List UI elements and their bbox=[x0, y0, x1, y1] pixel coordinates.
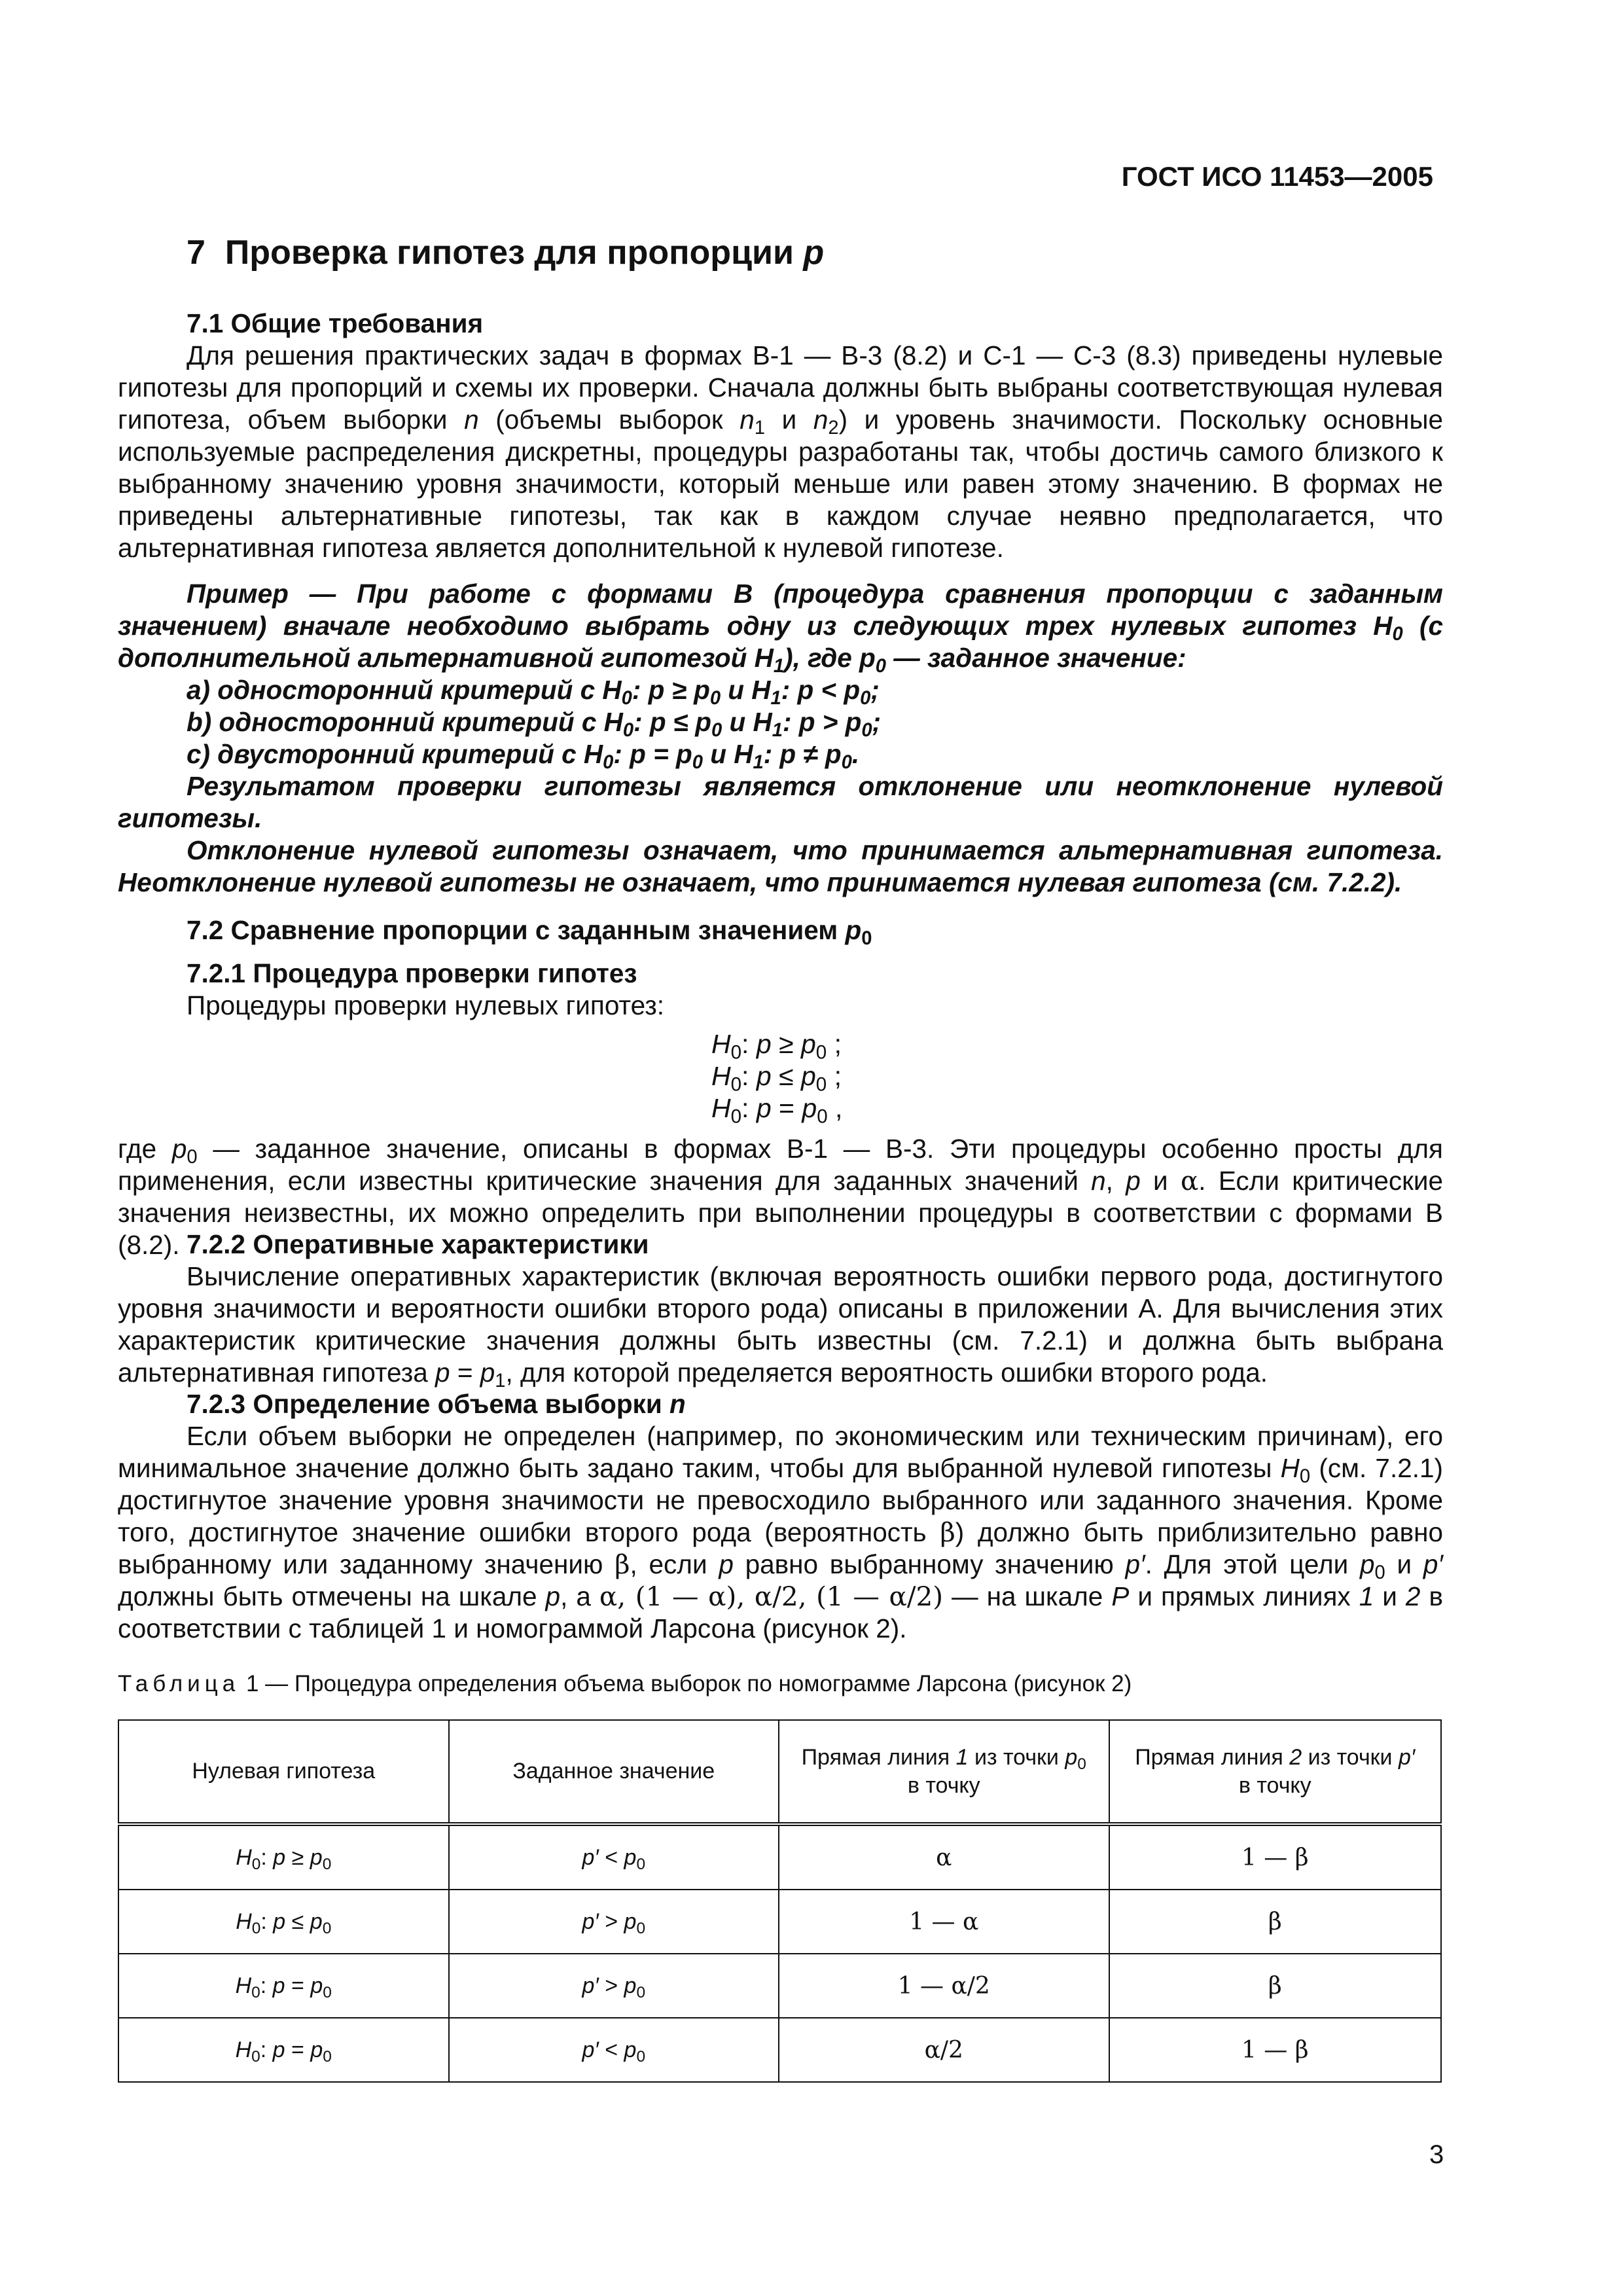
header-line-2: Прямая линия 2 из точки p′ в точку bbox=[1109, 1720, 1442, 1824]
cell-given: $p' < p_0$ bbox=[449, 2018, 779, 2082]
subsection-7-2-3-paragraph: Если объем выборки не определен (например, по экономическим или техническим причинам), его минимальное значение должно быть задано таким, чтобы для выбранной нулевой гипотезы $H_0$ (см. 7.2.1) достигнутое значение уровня значимости не превосходило выбранного или заданного значения. Кроме того, достигнутое значение ошибки второго рода (вероятность β) должно быть приблизительно равно выбранному или заданному значению β, если p равно выбранному значению p′. Для этой цели $p_0$ и p′ должны быть отмечены на шкале p, а α, (1 — α), α/2, (1 — α/2) — на шкале P и прямых линиях 1 и 2 в соответствии с таблицей 1 и номограммой Ларсона (рисунок 2). bbox=[118, 1421, 1443, 1643]
table-row bbox=[118, 1824, 1441, 1890]
cell-line-1: α/2 bbox=[779, 2018, 1109, 2082]
cell-given: $p' < p_0$ bbox=[449, 1824, 779, 1890]
subsection-7-2-1-heading: 7.2.1 Процедура проверки гипотез bbox=[187, 958, 637, 988]
subsection-7-2-3-heading: 7.2.3 Определение объема выборки n bbox=[187, 1389, 686, 1419]
cell-given: $p' > p_0$ bbox=[449, 1890, 779, 1954]
subsection-7-2-1-paragraph: где $p_0$ — заданное значение, описаны в формах В-1 — В-3. Эти процедуры особенно просты для применения, если известны критические значения для заданных значений n, p и α. Если критические значения неизвестны, их можно определить при выполнении процедуры в соответствии с формами В (8.2). bbox=[118, 1134, 1443, 1260]
table-1 bbox=[118, 1719, 1442, 2083]
subsection-7-2-2 bbox=[118, 1229, 1443, 1392]
example-item-c: c) двусторонний критерий с $H_0$: $p = p_0$ и $H_1$: $p \ne p_0$. bbox=[187, 739, 860, 774]
cell-hypothesis: $H_0$: $p = p_0$ bbox=[118, 2018, 449, 2082]
subsection-7-1 bbox=[118, 308, 1443, 564]
header-null-hypothesis: Нулевая гипотеза bbox=[118, 1720, 449, 1824]
section-7-heading bbox=[187, 233, 824, 272]
cell-hypothesis: $H_0$: $p \ge p_0$ bbox=[118, 1824, 449, 1890]
formula-h0-le: $H_0$: $p \le p_0$ ; bbox=[711, 1061, 842, 1096]
cell-hypothesis: $H_0$: $p = p_0$ bbox=[118, 1954, 449, 2018]
formula-h0-ge: $H_0$: $p \ge p_0$ ; bbox=[711, 1029, 842, 1064]
section-number: 7 bbox=[187, 234, 205, 272]
example-intro: Пример — При работе с формами В (процедура сравнения пропорции с заданным значением) вначале необходимо выбрать одну из следующих трех нулевых гипотез $H_0$ (с дополнительной альтернативной гипотезой $H_1$), где $p_0$ — заданное значение: bbox=[118, 579, 1444, 677]
example-item-b: b) односторонний критерий с $H_0$: $p \le p_0$ и $H_1$: $p > p_0$; bbox=[187, 707, 882, 742]
header-given-value: Заданное значение bbox=[449, 1720, 779, 1824]
subsection-7-2-heading: 7.2 Сравнение пропорции с заданным значением $p_0$ bbox=[187, 915, 872, 950]
subsection-7-2-2-paragraph: Вычисление оперативных характеристик (включая вероятность ошибки первого рода, достигнутого уровня значимости и вероятности ошибки второго рода) описаны в приложении А. Для вычисления этих характеристик критические значения должны быть известны (см. 7.2.1) и должна быть выбрана альтернативная гипотеза $p = p_1$, для которой пределяется вероятность ошибки второго рода. bbox=[118, 1261, 1443, 1392]
page-number: 3 bbox=[1429, 2140, 1444, 2169]
header-line-1: Прямая линия 1 из точки $p_0$ в точку bbox=[779, 1720, 1109, 1824]
cell-line-2: 1 — β bbox=[1109, 2018, 1442, 2082]
example-rejection: Отклонение нулевой гипотезы означает, что принимается альтернативная гипотеза. Неотклонение нулевой гипотезы не означает, что принимается нулевая гипотеза (см. 7.2.2). bbox=[118, 835, 1443, 897]
example-block bbox=[118, 578, 1443, 899]
cell-line-1: 1 — α/2 bbox=[779, 1954, 1109, 2018]
example-item-a: a) односторонний критерий с $H_0$: $p \ge p_0$ и $H_1$: $p < p_0$; bbox=[187, 675, 880, 709]
example-result: Результатом проверки гипотезы является отклонение или неотклонение нулевой гипотезы. bbox=[118, 771, 1443, 833]
subsection-7-2-2-heading: 7.2.2 Оперативные характеристики bbox=[187, 1229, 649, 1259]
document-code: ГОСТ ИСО 11453—2005 bbox=[1121, 161, 1433, 192]
cell-line-2: β bbox=[1109, 1954, 1442, 2018]
table-row bbox=[118, 1890, 1441, 1954]
subsection-7-2-1-intro: Процедуры проверки нулевых гипотез: bbox=[187, 990, 665, 1020]
section-title: Проверка гипотез для пропорции p bbox=[224, 234, 825, 272]
subsection-7-2 bbox=[118, 914, 1443, 1022]
subsection-7-1-paragraph: Для решения практических задач в формах В-1 — В-3 (8.2) и С-1 — С-3 (8.3) приведены нулевые гипотезы для пропорций и схемы их проверки. Сначала должны быть выбраны соответствующая нулевая гипотеза, объем выборки n (объемы выборок $n_1$ и $n_2$) и уровень значимости. Поскольку основные используемые распределения дискретны, процедуры разработаны так, чтобы достичь самого близкого к выбранному значению уровня значимости, который меньше или равен этому значению. В формах не приведены альтернативные гипотезы, так как в каждом случае неявно предполагается, что альтернативная гипотеза является дополнительной к нулевой гипотезе. bbox=[118, 340, 1443, 563]
cell-line-2: β bbox=[1109, 1890, 1442, 1954]
table-caption: Таблица 1 — Процедура определения объема выборок по номограмме Ларсона (рисунок 2) bbox=[118, 1671, 1132, 1696]
subsection-7-1-heading: 7.1 Общие требования bbox=[187, 308, 484, 338]
table-header-row bbox=[118, 1720, 1441, 1824]
cell-hypothesis: $H_0$: $p \le p_0$ bbox=[118, 1890, 449, 1954]
table-row bbox=[118, 2018, 1441, 2082]
cell-given: $p' > p_0$ bbox=[449, 1954, 779, 2018]
formula-h0-eq: $H_0$: $p = p_0$ , bbox=[711, 1093, 843, 1128]
subsection-7-2-3 bbox=[118, 1388, 1443, 1645]
cell-line-1: α bbox=[779, 1824, 1109, 1890]
cell-line-2: 1 — β bbox=[1109, 1824, 1442, 1890]
cell-line-1: 1 — α bbox=[779, 1890, 1109, 1954]
table-row bbox=[118, 1954, 1441, 2018]
